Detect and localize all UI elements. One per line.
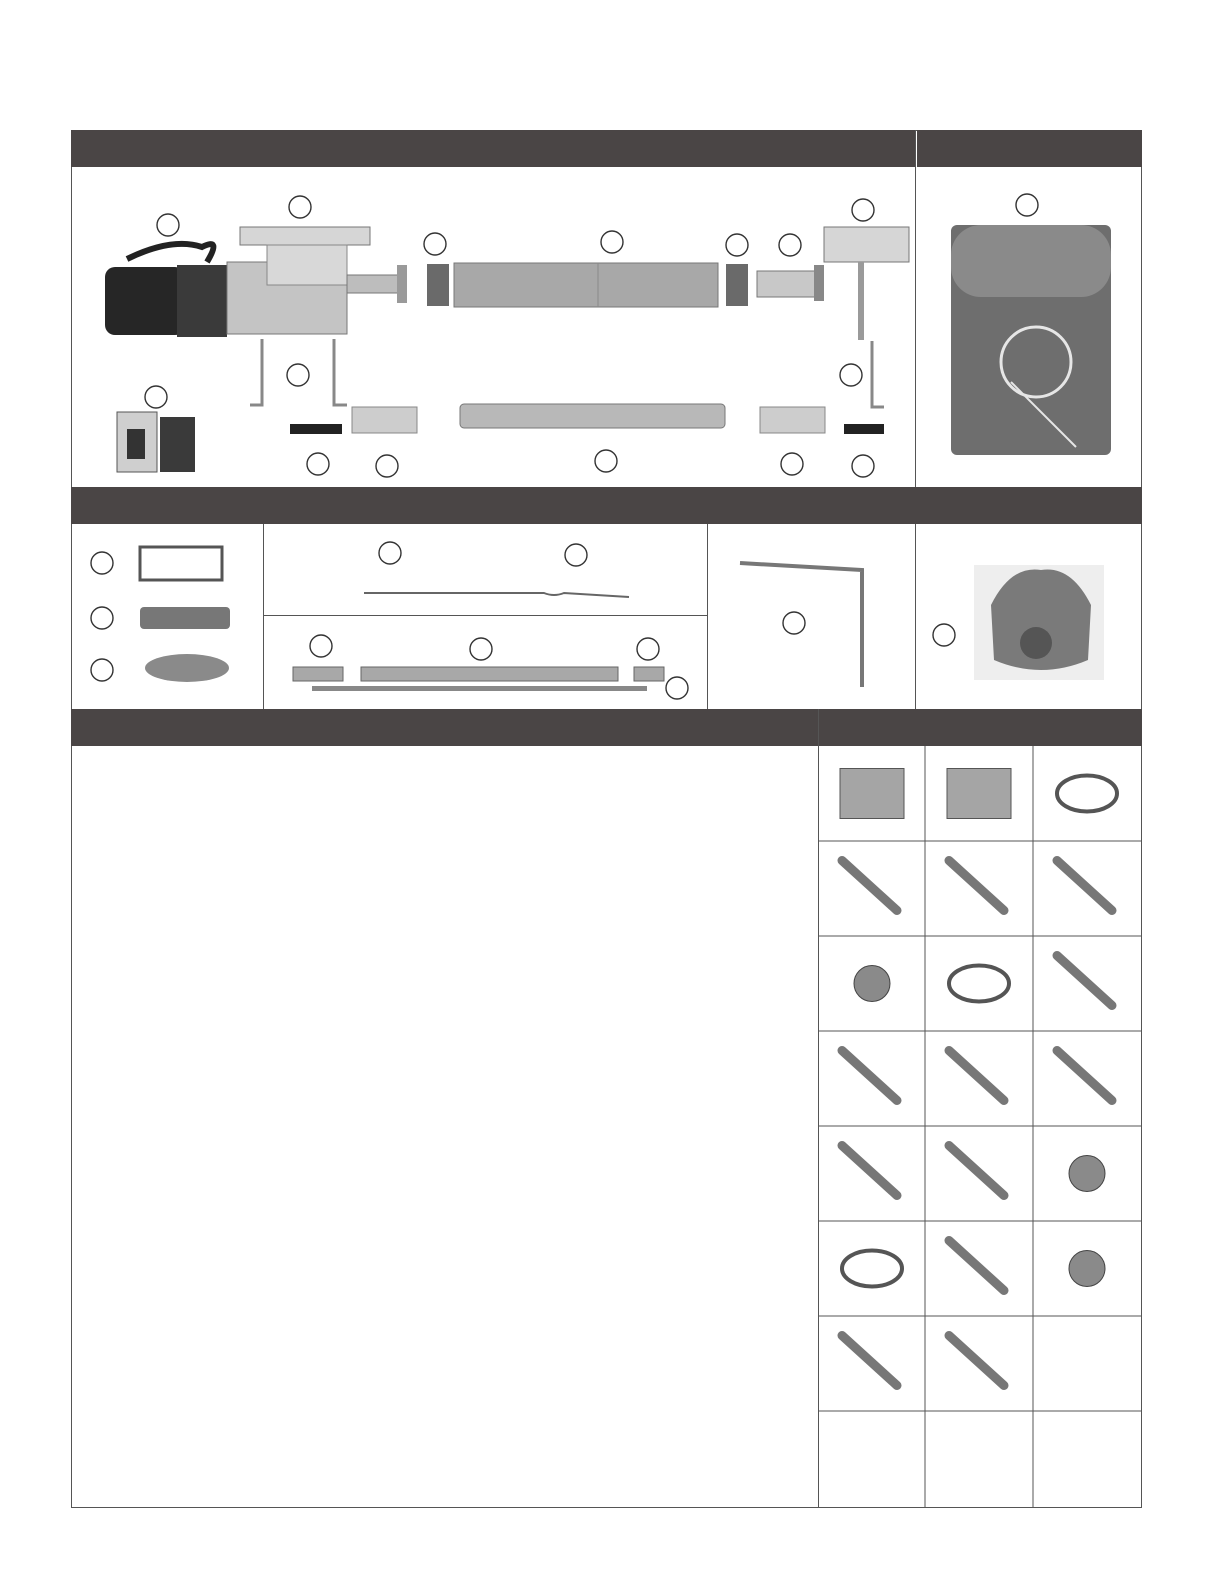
idler-shaft-icon	[757, 265, 824, 301]
hex-washer-screw-icon-shape	[842, 1051, 897, 1101]
limit-switch-icon	[760, 407, 884, 434]
lock-nut-icon-shape	[1069, 1251, 1105, 1287]
pump-drawing	[916, 525, 1141, 709]
operator-assembly-drawing	[72, 167, 915, 487]
nylon-lock-nut-icon	[854, 966, 890, 1002]
wire-coil-icon-shape	[842, 1251, 902, 1287]
short-screw-icon-shape	[949, 861, 1004, 911]
wood-screw-icon-shape	[842, 861, 897, 911]
wire-coil-icon	[842, 1251, 902, 1287]
wall-anchor-icon	[949, 1051, 1004, 1101]
hex-bolt-icon	[949, 1146, 1004, 1196]
wood-screw-icon	[842, 861, 897, 911]
section-header-cover	[917, 130, 1142, 167]
cable-clamp-icon	[949, 966, 1009, 1002]
carriage-bolt-icon-shape	[842, 1146, 897, 1196]
components-panel-profiles	[72, 525, 262, 709]
limit-switch-icon	[290, 407, 417, 434]
drive-collar-icon	[427, 264, 449, 306]
connector-icon	[145, 654, 229, 682]
flat-head-screw-icon-shape	[842, 1336, 897, 1386]
sheet-metal-screw-icon	[1057, 956, 1112, 1006]
cover-pump-icon	[974, 565, 1104, 680]
gearbox-bracket-icon	[227, 227, 407, 334]
idler-collar-icon	[726, 264, 748, 306]
allen-wrench-icon	[250, 339, 262, 405]
hex-bolt-icon-shape	[949, 1146, 1004, 1196]
roller-tube-icon	[454, 263, 718, 307]
operator-assembly-panel	[72, 167, 915, 487]
cover-panel	[916, 167, 1141, 487]
motor-icon	[105, 244, 227, 337]
hex-washer-screw-icon	[842, 1051, 897, 1101]
allen-wrench-icon	[334, 339, 347, 405]
short-screw-icon	[949, 861, 1004, 911]
cable-rail-icon	[364, 593, 629, 597]
rail-segment-icon	[361, 667, 618, 681]
rail-segment-icon	[634, 667, 664, 681]
roll-pin-icon	[949, 1241, 1004, 1291]
cover-drawing	[916, 167, 1141, 487]
idler-bracket-icon	[824, 227, 909, 340]
short-screw-icon-shape	[1057, 861, 1112, 911]
cable-clamp-icon-shape	[949, 966, 1009, 1002]
section-header-hardware	[71, 709, 1142, 746]
profiles-drawing	[72, 525, 262, 709]
split-lock-washer-icon-shape	[1069, 1156, 1105, 1192]
section-header-components	[71, 487, 1142, 524]
ground-lug-icon-shape	[1057, 776, 1117, 812]
wall-anchor-icon-shape	[949, 1051, 1004, 1101]
bar-stock-icon-shape	[947, 769, 1011, 819]
bar-stock-icon	[947, 769, 1011, 819]
lock-nut-icon	[1069, 1251, 1105, 1287]
rail-strip-icon	[312, 686, 647, 691]
rail-segment-icon	[293, 667, 343, 681]
crank-drawing	[708, 525, 915, 709]
callout-marker	[1016, 194, 1038, 216]
sheet-metal-screw-icon-shape	[1057, 956, 1112, 1006]
long-machine-screw-icon	[949, 1336, 1004, 1386]
split-lock-washer-icon	[1069, 1156, 1105, 1192]
carriage-bolt-icon	[842, 1146, 897, 1196]
mounting-bracket-pair-icon	[840, 769, 904, 819]
lag-screw-icon	[1057, 1051, 1112, 1101]
rolled-cover-icon	[951, 225, 1111, 455]
drive-shaft-icon	[460, 404, 725, 428]
long-machine-screw-icon-shape	[949, 1336, 1004, 1386]
lag-screw-icon-shape	[1057, 1051, 1112, 1101]
hardware-grid-drawing	[819, 746, 1141, 1507]
components-panel-pump	[916, 525, 1141, 709]
components-panel-crank	[708, 525, 915, 709]
pulley-block-icon	[140, 607, 230, 629]
switch-box-icon	[117, 412, 195, 472]
section-header-operator-assembly	[71, 130, 915, 167]
rails-drawing	[264, 525, 707, 709]
allen-wrench-icon	[872, 341, 884, 407]
hardware-grid	[819, 746, 1141, 1507]
mounting-bracket-pair-icon-shape	[840, 769, 904, 819]
ground-lug-icon	[1057, 776, 1117, 812]
roll-pin-icon-shape	[949, 1241, 1004, 1291]
track-profile-icon	[140, 547, 222, 580]
nylon-lock-nut-icon-shape	[854, 966, 890, 1002]
components-panel-rails	[264, 525, 707, 709]
short-screw-icon	[1057, 861, 1112, 911]
flat-head-screw-icon	[842, 1336, 897, 1386]
hardware-notes-area	[72, 746, 817, 1507]
